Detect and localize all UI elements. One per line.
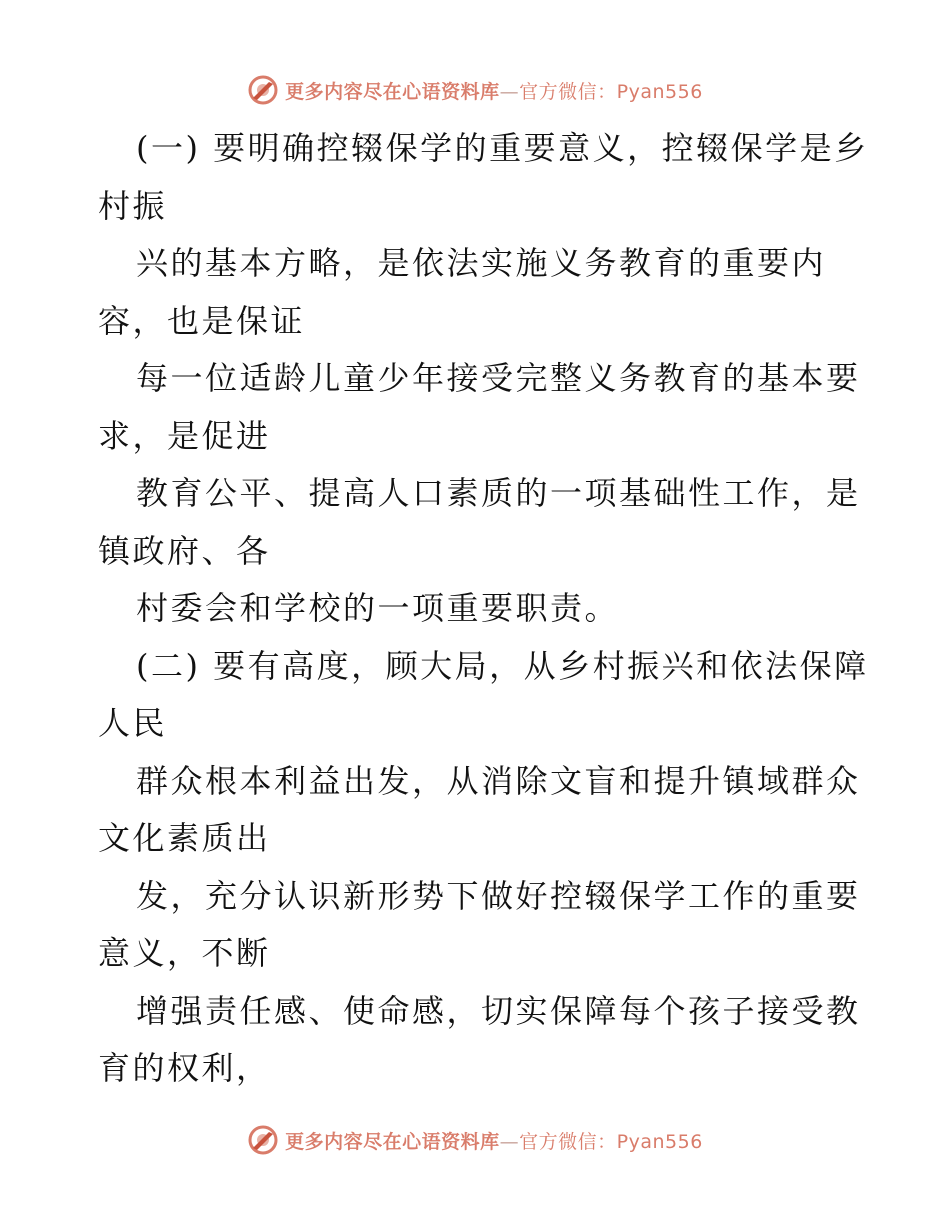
watermark-header (0, 70, 950, 110)
text-line: (一) 要明确控辍保学的重要意义，控辍保学是乡 (136, 129, 869, 167)
watermark-text (285, 77, 703, 104)
text-line: 兴的基本方略，是依法实施义务教育的重要内 (136, 244, 827, 282)
text-line: 人民 (98, 704, 168, 742)
logo-icon (247, 1124, 279, 1156)
watermark-contact: 官方微信：Pyan556 (519, 80, 703, 103)
text-line: 增强责任感、使命感，切实保障每个孩子接受教 (136, 991, 861, 1030)
text-line: 村振 (98, 186, 168, 225)
text-line: 文化素质出 (98, 819, 271, 857)
text-line: 容，也是保证 (98, 301, 306, 340)
text-line: 意义，不断 (98, 934, 271, 972)
logo-icon (247, 74, 279, 106)
text-line: (二) 要有高度，顾大局，从乡村振兴和依法保障 (136, 646, 869, 685)
watermark-brand: 更多内容尽在心语资料库 (285, 80, 500, 103)
watermark-text (285, 1127, 703, 1154)
text-line: 发，充分认识新形势下做好控辍保学工作的重要 (136, 876, 861, 915)
text-line: 村委会和学校的一项重要职责。 (136, 589, 620, 627)
watermark-brand: 更多内容尽在心语资料库 (285, 1130, 500, 1153)
watermark-footer (0, 1120, 950, 1160)
text-line: 育的权利， (98, 1049, 271, 1087)
watermark-dash: — (499, 1130, 520, 1153)
document-body (98, 120, 869, 1098)
text-line: 群众根本利益出发，从消除文盲和提升镇域群众 (136, 761, 861, 800)
text-line: 教育公平、提高人口素质的一项基础性工作，是 (136, 474, 861, 512)
watermark-dash: — (499, 80, 520, 103)
watermark-contact: 官方微信：Pyan556 (519, 1130, 703, 1153)
text-line: 镇政府、各 (98, 531, 271, 570)
text-line: 每一位适龄儿童少年接受完整义务教育的基本要 (136, 359, 861, 397)
text-line: 求，是促进 (98, 416, 271, 455)
